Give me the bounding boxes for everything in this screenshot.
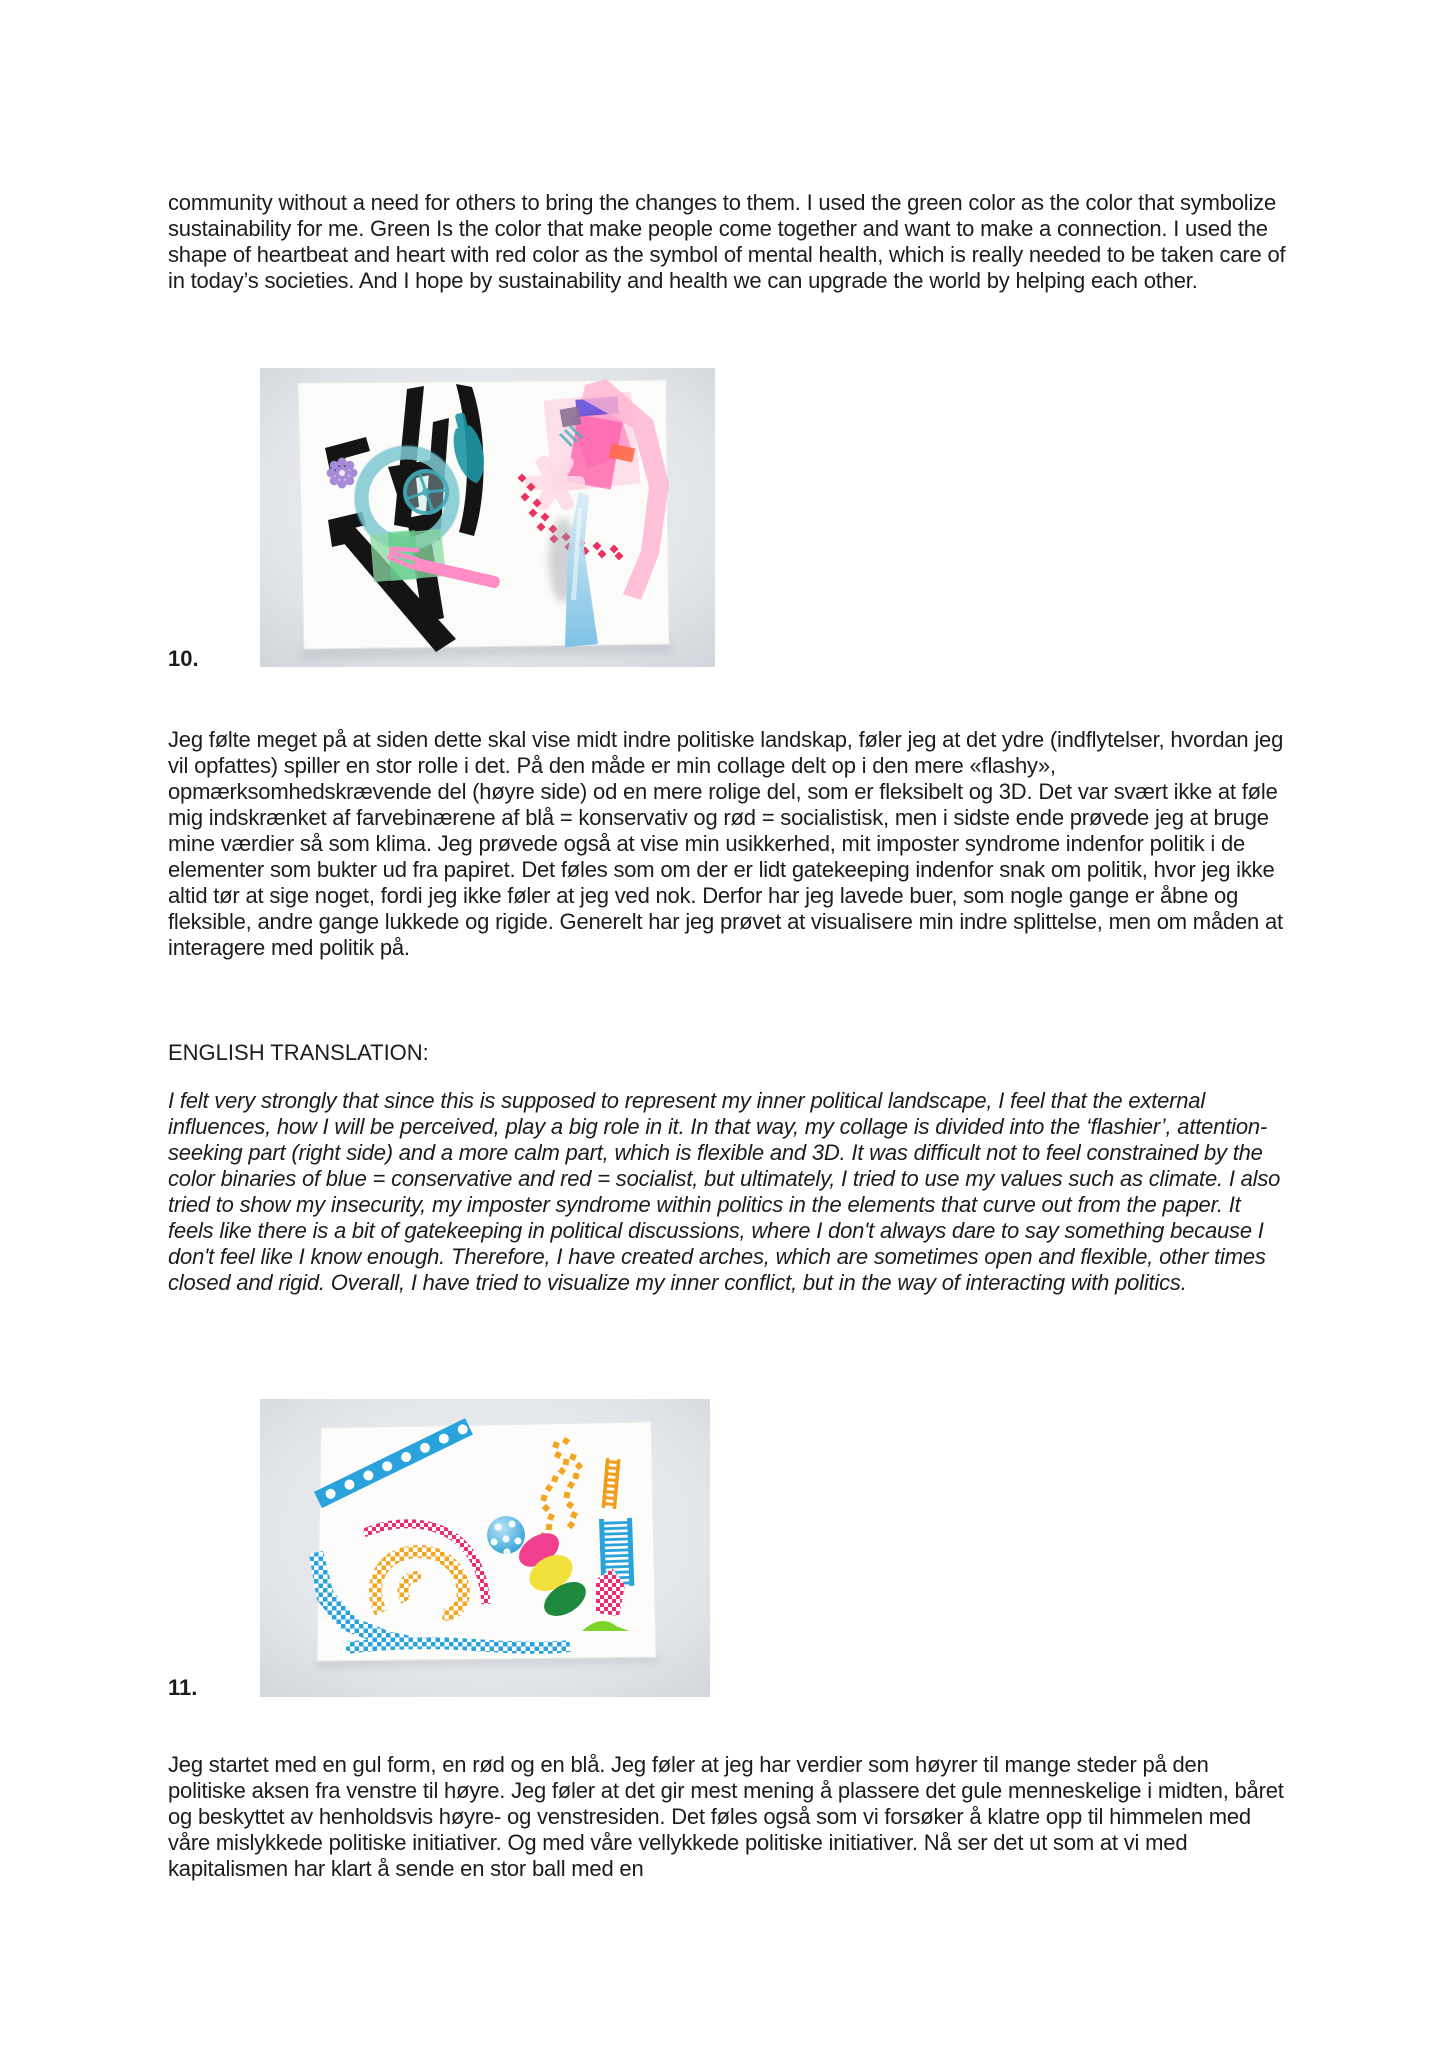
translation-paragraph: I felt very strongly that since this is supposed to represent my inner political landscape, I feel that the external influences, how I will be perceived, play a big role in it. In that way, my collage is divided into the ‘flashier’, attention-seeking part (right side) and a more calm part, which is flexible and 3D. It was difficult not to feel constrained by the color binaries of blue = conservative and red = socialist, but ultimately, I tried to use my values such as climate. I also tried to show my insecurity, my imposter syndrome within politics in the elements that curve out from the paper. It feels like there is a bit of gatekeeping in political discussions, where I don't always dare to say something because I don't feel like I know enough. Therefore, I have created arches, which are sometimes open and flexible, other times closed and rigid. Overall, I have tried to visualize my inner conflict, but in the way of interacting with politics. bbox=[168, 1088, 1281, 1295]
figure-label-10: 10. bbox=[168, 646, 199, 671]
danish-paragraph: Jeg følte meget på at siden dette skal vise midt indre politiske landskap, føler jeg at det ydre (indflytelser, hvordan jeg vil opfattes) spiller en stor rolle i det. På den måde er min collage delt op i den mere «flashy», opmærksomhedskrævende del (høyre side) od en mere rolige del, som er fleksibelt og 3D. Det var svært ikke at føle mig indskrænket af farvebinærene af blå = konservativ og rød = socialistisk, men i sidste ende prøvede jeg at bruge mine værdier så som klima. Jeg prøvede også at vise min usikkerhed, mit imposter syndrome indenfor politik i de elementer som bukter ud fra papiret. Det føles som om der er lidt gatekeeping indenfor snak om politik, hvor jeg ikke altid tør at sige noget, fordi jeg ikke føler at jeg ved nok. Derfor har jeg lavede buer, som nogle gange er åbne og fleksible, andre gange lukkede og rigide. Generelt har jeg prøvet at visualisere min indre splittelse, men om måden at interagere med politik på. bbox=[168, 727, 1284, 960]
collage-10-art bbox=[260, 368, 715, 667]
collage-photo-10 bbox=[260, 368, 715, 667]
collage-11-art bbox=[260, 1399, 710, 1697]
collage-photo-11 bbox=[260, 1399, 710, 1697]
norwegian-paragraph: Jeg startet med en gul form, en rød og en blå. Jeg føler at jeg har verdier som høyrer til mange steder på den politiske aksen fra venstre til høyre. Jeg føler at det gir mest mening å plassere det gule menneskelige i midten, båret og beskyttet av henholdsvis høyre- og venstresiden. Det føles også som vi forsøker å klatre opp til himmelen med våre mislykkede politiske initiativer. Og med våre vellykkede politiske initiativer. Nå ser det ut som at vi med kapitalismen har klart å sende en stor ball med en bbox=[168, 1752, 1284, 1881]
translation-heading: ENGLISH TRANSLATION: bbox=[168, 1040, 429, 1065]
intro-paragraph: community without a need for others to bring the changes to them. I used the green color as the color that symbolize sustainability for me. Green Is the color that make people come together and want to make a connection. I used the shape of heartbeat and heart with red color as the symbol of mental health, which is really needed to be taken care of in today’s societies. And I hope by sustainability and health we can upgrade the world by helping each other. bbox=[168, 190, 1286, 293]
purple-flower-stamp bbox=[327, 458, 358, 489]
teal-wheel bbox=[405, 471, 447, 513]
figure-label-11: 11. bbox=[168, 1675, 198, 1700]
